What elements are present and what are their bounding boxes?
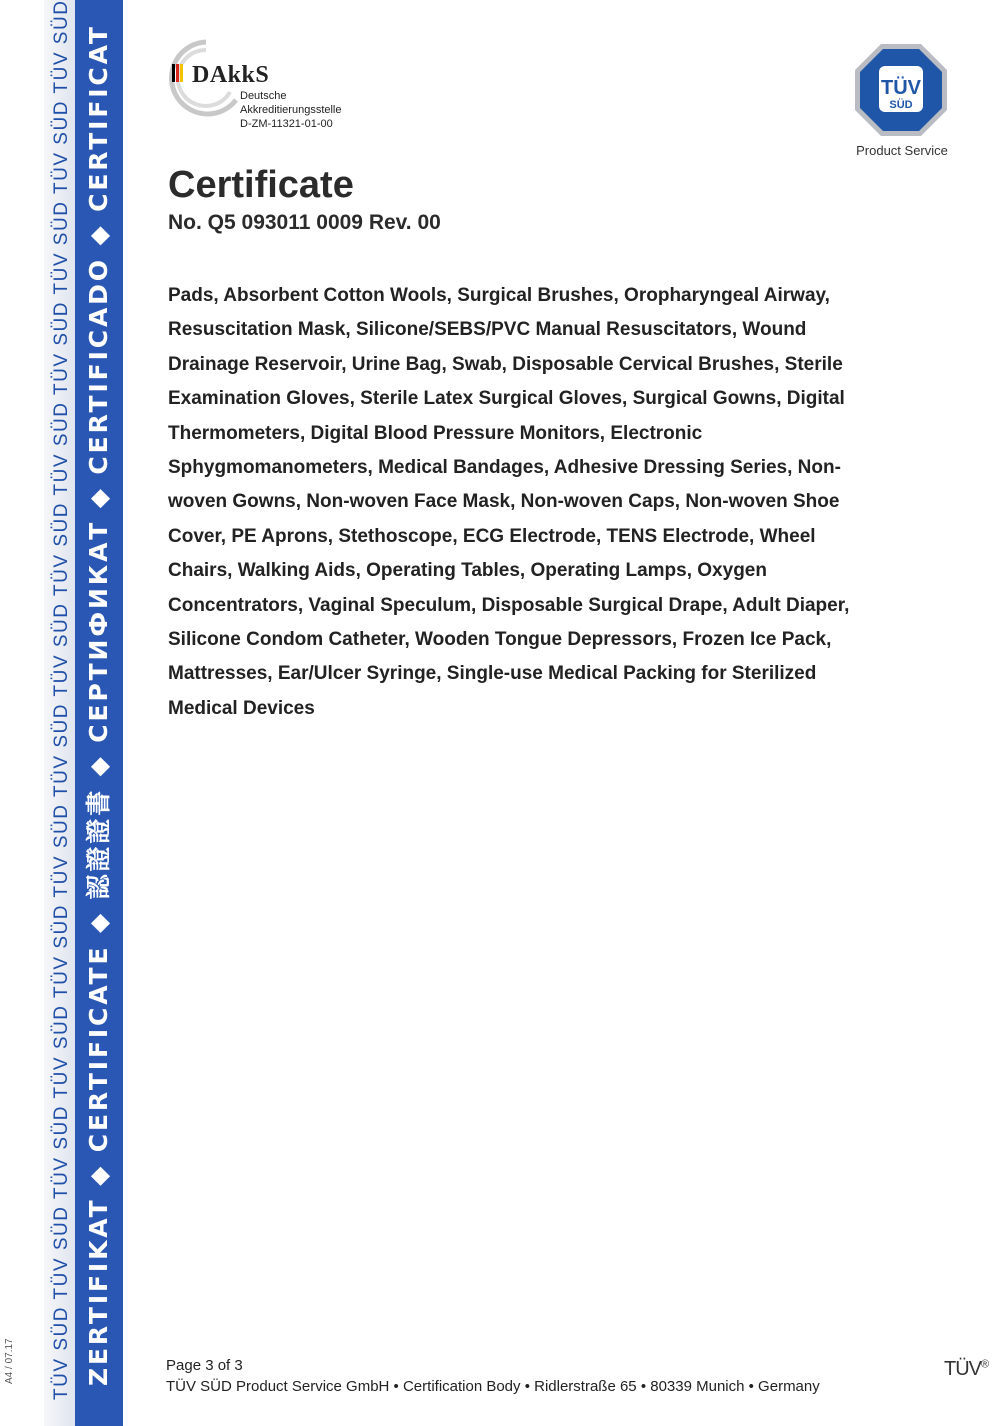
tuv-logo-bottom-text: SÜD (889, 99, 913, 111)
tuv-sud-logo (853, 42, 949, 138)
dakks-logo (166, 38, 366, 138)
footer-brand-text: TÜV (944, 1358, 981, 1380)
tuv-logo-top-text: TÜV (881, 77, 921, 99)
dakks-name: DAkkS (192, 62, 270, 88)
footer-brand-mark (944, 1358, 989, 1381)
tuv-octagon-icon (853, 42, 949, 138)
dakks-line-2: Akkreditierungsstelle (240, 104, 342, 116)
side-ribbon (44, 0, 123, 1426)
certificate-number: No. Q5 093011 0009 Rev. 00 (168, 211, 441, 234)
ribbon-graphic (44, 0, 123, 1426)
certificate-title: Certificate (168, 164, 354, 206)
dakks-line-1: Deutsche (240, 90, 287, 102)
footer (166, 1355, 820, 1397)
ribbon-certificate-text: ZERTIFIKAT ◆ CERTIFICATE ◆ 認證證書 ◆ СЕРТИФИКАТ ◆ CERTIFICADO ◆ CERTIFICAT (84, 24, 113, 1386)
form-code-text: A4 / 07.17 (4, 1338, 15, 1384)
ribbon-brand-text: TÜV SÜD TÜV SÜD TÜV SÜD TÜV SÜD TÜV SÜD TÜV SÜD TÜV SÜD TÜV SÜD TÜV SÜD TÜV SÜD TÜV SÜD TÜV SÜD TÜV SÜD TÜV SÜD (51, 0, 72, 1400)
product-scope-text: Pads, Absorbent Cotton Wools, Surgical Brushes, Oropharyngeal Airway, Resuscitation Mask, Silicone/SEBS/PVC Manual Resuscitators, Wound Drainage Reservoir, Urine Bag, Swab, Disposable Cervical Brushes, Sterile Examination Gloves, Sterile Latex Surgical Gloves, Surgical Gowns, Digital Thermometers, Digital Blood Pressure Monitors, Electronic Sphygmomanometers, Medical Bandages, Adhesive Dressing Series, Non- woven Gowns, Non-woven Face Mask, Non-woven Caps, Non-woven Shoe Cover, PE Aprons, Stethoscope, ECG Electrode, TENS Electrode, Wheel Chairs, Walking Aids, Operating Tables, Operating Lamps, Oxygen Concentrators, Vaginal Speculum, Disposable Surgical Drape, Adult Diaper, Silicone Condom Catheter, Wooden Tongue Depressors, Frozen Ice Pack, Mattresses, Ear/Ulcer Syringe, Single-use Medical Packing for Sterilized Medical Devices (168, 285, 850, 719)
registered-mark: ® (981, 1358, 990, 1371)
dakks-registration: D-ZM-11321-01-00 (240, 118, 333, 130)
product-service-label: Product Service (856, 143, 948, 158)
page-indicator: Page 3 of 3 (166, 1357, 243, 1374)
issuer-address: TÜV SÜD Product Service GmbH • Certification Body • Ridlerstraße 65 • 80339 Munich • Germany (166, 1378, 820, 1395)
